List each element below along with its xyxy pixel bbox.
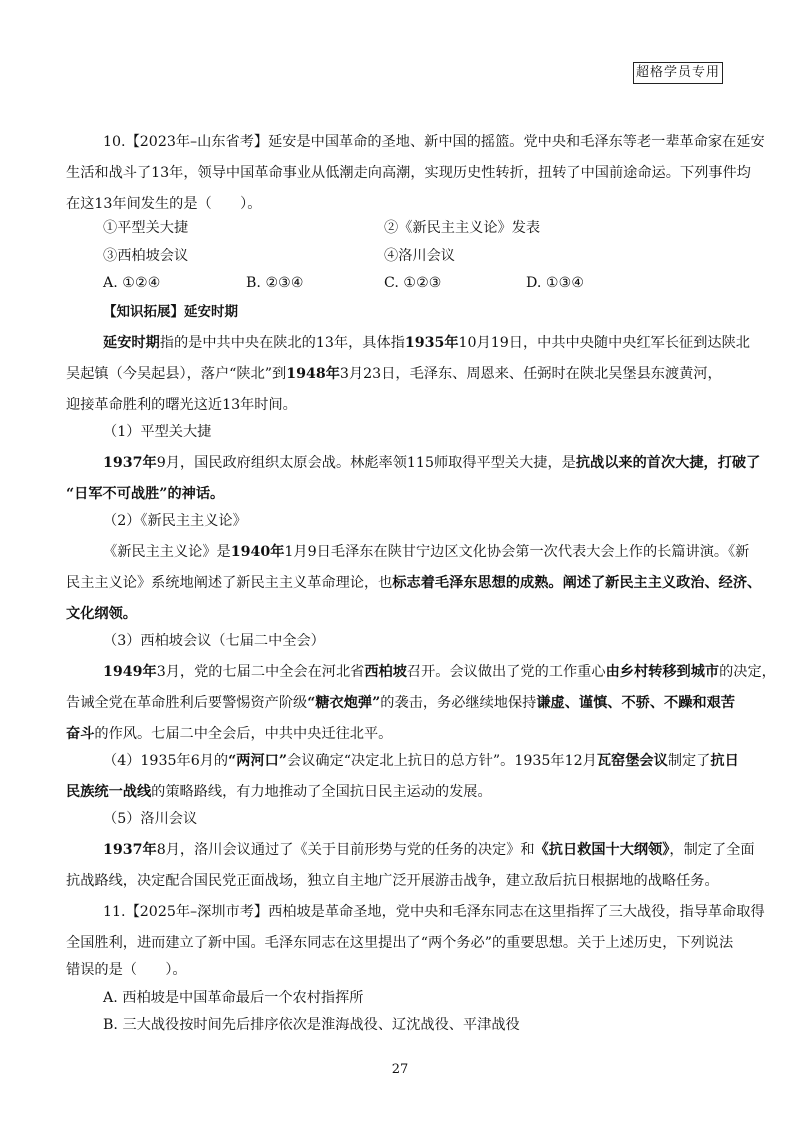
text: 的决定， [719, 664, 776, 680]
key-point: 由乡村转移到城市 [605, 664, 720, 680]
text: 1月9日毛泽东在陕甘宁边区文化协会第一次代表大会上作的长篇讲演。《新 [284, 544, 750, 560]
text: 的袭击，务必继续地保持 [380, 695, 537, 711]
q10-item-2: ②《新民主主义论》发表 [384, 220, 541, 236]
q10-item-4: ④洛川会议 [384, 248, 455, 264]
section-3-line-3 [66, 724, 392, 744]
q11-option-a: A. 西柏坡是中国革命最后一个农村指挥所 [103, 990, 364, 1006]
key-point: 奋斗 [66, 726, 95, 742]
key-point: 谦虚、谨慎、不骄、不躁和艰苦 [536, 695, 735, 711]
section-3-heading: （3）西柏坡会议（七届二中全会） [103, 633, 325, 649]
text: 召开。会议做出了党的工作重心 [406, 664, 606, 680]
section-2-heading: （2）《新民主主义论》 [103, 513, 247, 529]
text: 9月，国民政府组织太原会战。林彪率领115师取得平型关大捷，是 [156, 455, 576, 471]
q10-number: 10. [103, 134, 126, 150]
year: 1948年 [286, 366, 340, 382]
term-yanan-period: 延安时期 [103, 335, 160, 351]
q10-item-1: ①平型关大捷 [103, 220, 189, 236]
year: 1937年 [103, 455, 157, 471]
text: 吴起镇（今吴起县），落户“陕北”到 [66, 366, 287, 382]
q10-option-c: C. ①②③ [384, 275, 442, 291]
key-place: 西柏坡 [364, 664, 407, 680]
text: 民主主义论》系统地阐述了新民主主义革命理论，也 [66, 575, 393, 591]
key-point: 民族统一战线 [66, 784, 152, 800]
section-3-line-2 [66, 693, 735, 713]
q10-stem-1: 延安是中国革命的圣地、新中国的摇篮。党中央和毛泽东等老一辈革命家在延安 [268, 134, 765, 150]
text: 指的是中共中央在陕北的13年，具体指 [159, 335, 405, 351]
q10-item-3: ③西柏坡会议 [103, 248, 189, 264]
year: 1937年 [103, 842, 157, 858]
knowledge-extension-title: 【知识拓展】延安时期 [103, 304, 238, 320]
q10-option-a: A. ①②④ [103, 275, 161, 291]
section-4-line-1 [103, 751, 739, 771]
section-4-line-2 [66, 782, 492, 802]
text: 8月，洛川会议通过了《关于目前形势与党的任务的决定》和 [156, 842, 535, 858]
q10-source-tag: 【2023年–山东省考】 [125, 134, 269, 150]
q11-number: 11. [103, 904, 126, 920]
key-point: 标志着毛泽东思想的成熟。阐述了新民主主义政治、经济、 [392, 575, 762, 591]
text: 告诫全党在革命胜利后要警惕资产阶级 [66, 695, 308, 711]
intro-line-3: 迎接革命胜利的曙光这近13年时间。 [66, 397, 297, 413]
section-1-heading: （1）平型关大捷 [103, 424, 212, 440]
intro-line-2 [66, 364, 722, 384]
text: 的策略路线，有力地推动了全国抗日民主运动的发展。 [151, 784, 492, 800]
text: 《新民主主义论》是 [103, 544, 231, 560]
section-5-line-2: 抗战路线，决定配合国民党正面战场，独立自主地广泛开展游击战争，建立敌后抗日根据地的战略任务。 [66, 873, 719, 889]
text: 10月19日，中共中央随中央红军长征到达陕北 [458, 335, 750, 351]
year: 1935年 [404, 335, 459, 351]
year: 1949年 [103, 664, 157, 680]
section-1-line-2: “日军不可战胜”的神话。 [66, 486, 225, 502]
year: 1940年 [230, 544, 285, 560]
q11-source-tag: 【2025年–深圳市考】 [125, 904, 269, 920]
text: 3月，党的七届二中全会在河北省 [156, 664, 365, 680]
text: 会议确定“决定北上抗日的总方针”。1935年12月 [287, 753, 597, 769]
q10-option-b: B. ②③④ [246, 275, 304, 291]
q10-option-d: D. ①③④ [526, 275, 585, 291]
q11-stem-3: 错误的是（ ）。 [66, 962, 187, 978]
text: 的作风。七届二中全会后，中共中央迁往北平。 [94, 726, 393, 742]
section-5-heading: （5）洛川会议 [103, 811, 198, 827]
text: （4）1935年6月的 [103, 753, 229, 769]
exclusive-badge: 超格学员专用 [633, 62, 723, 84]
q11-stem-2: 全国胜利，进而建立了新中国。毛泽东同志在这里提出了“两个务必”的重要思想。关于上述历史，下列说法 [66, 935, 734, 951]
q11-option-b: B. 三大战役按时间先后排序依次是淮海战役、辽沈战役、平津战役 [103, 1017, 520, 1033]
q10-stem-2: 生活和战斗了13年，领导中国革命事业从低潮走向高潮，实现历史性转折，扭转了中国前途命运。下列事件均 [66, 165, 751, 181]
text: 制定了 [667, 753, 711, 769]
key-point: “糖衣炮弹” [307, 695, 381, 711]
section-2-line-2 [66, 573, 761, 593]
q11-stem-1: 西柏坡是革命圣地，党中央和毛泽东同志在这里指挥了三大战役，指导革命取得 [268, 904, 765, 920]
section-2-line-3: 文化纲领。 [66, 606, 137, 622]
intro-line-1 [103, 333, 750, 353]
text: ，制定了全面 [669, 842, 755, 858]
section-2-line-1 [103, 542, 749, 562]
key-point: 抗战以来的首次大捷，打破了 [575, 455, 761, 471]
q10-line-1 [103, 132, 765, 152]
key-point: “两河口” [228, 753, 287, 769]
page-number: 27 [391, 1062, 409, 1077]
q10-stem-3: 在这13年间发生的是（ ）。 [66, 196, 262, 212]
key-point: 瓦窑堡会议 [596, 753, 668, 769]
key-point: 《抗日救国十大纲领》 [534, 842, 670, 858]
section-3-line-1 [103, 662, 776, 682]
q11-line-1 [103, 902, 765, 922]
text: 3月23日，毛泽东、周恩来、任弼时在陕北吴堡县东渡黄河， [339, 366, 722, 382]
section-1-line-1 [103, 453, 760, 473]
key-point: 抗日 [710, 753, 739, 769]
section-5-line-1 [103, 840, 755, 860]
